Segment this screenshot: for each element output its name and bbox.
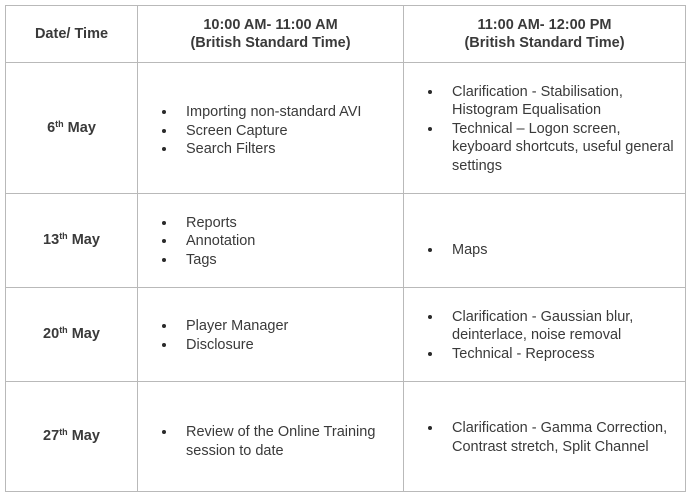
- date-cell: [6, 288, 138, 382]
- list-item: Disclosure: [186, 336, 403, 355]
- session-2-cell: [404, 194, 686, 288]
- session-2-list: [404, 417, 685, 456]
- list-item: Tags: [186, 251, 403, 270]
- date-suffix: th: [55, 118, 64, 129]
- date-cell: [6, 63, 138, 194]
- list-item: Clarification - Gamma Correction, Contrast stretch, Split Channel: [452, 419, 679, 456]
- date-cell: [6, 194, 138, 288]
- list-item: Maps: [452, 241, 679, 260]
- date-suffix: th: [59, 427, 68, 438]
- session-2-list: [404, 81, 685, 176]
- session-2-list: [404, 306, 685, 364]
- header-session-1-timezone: (British Standard Time): [190, 35, 351, 51]
- list-item: Search Filters: [186, 140, 403, 159]
- session-1-cell: [138, 382, 404, 492]
- date-day: 27: [43, 428, 60, 445]
- date-month: May: [63, 119, 96, 136]
- header-session-2-timezone: (British Standard Time): [464, 35, 625, 51]
- list-item: Technical - Reprocess: [452, 345, 679, 364]
- table-row: [6, 288, 686, 382]
- list-item: Clarification - Gaussian blur, deinterlace, noise removal: [452, 308, 679, 345]
- session-1-list: [138, 212, 403, 270]
- date-day: 6: [47, 119, 56, 136]
- date-suffix: th: [59, 231, 68, 242]
- session-1-cell: [138, 194, 404, 288]
- header-session-2-time: 11:00 AM- 12:00 PM: [477, 16, 612, 33]
- date-day: 13: [43, 232, 60, 249]
- table-header-row: [6, 6, 686, 63]
- list-item: Reports: [186, 214, 403, 233]
- date-cell: [6, 382, 138, 492]
- date-day: 20: [43, 326, 60, 343]
- session-1-cell: [138, 63, 404, 194]
- training-schedule-table: [5, 5, 686, 492]
- session-1-list: [138, 315, 403, 354]
- session-1-cell: [138, 288, 404, 382]
- table-row: [6, 382, 686, 492]
- date-month: May: [67, 428, 100, 445]
- list-item: Screen Capture: [186, 122, 403, 141]
- session-1-list: [138, 413, 403, 460]
- list-item: Player Manager: [186, 317, 403, 336]
- header-session-1: [138, 6, 404, 63]
- date-month: May: [67, 232, 100, 249]
- list-item: Importing non-standard AVI: [186, 103, 403, 122]
- list-item: Review of the Online Training session to date: [186, 423, 399, 460]
- header-session-1-time: 10:00 AM- 11:00 AM: [203, 16, 338, 33]
- session-1-list: [138, 103, 403, 159]
- table-row: [6, 63, 686, 194]
- session-2-list: [404, 221, 685, 260]
- table-row: [6, 194, 686, 288]
- date-suffix: th: [59, 325, 68, 336]
- list-item: Clarification - Stabilisation, Histogram Equalisation: [452, 83, 679, 120]
- list-item: Technical – Logon screen, keyboard shortcuts, useful general settings: [452, 120, 679, 176]
- list-item: Annotation: [186, 232, 403, 251]
- date-month: May: [67, 326, 100, 343]
- session-2-cell: [404, 63, 686, 194]
- session-2-cell: [404, 288, 686, 382]
- header-date-time: Date/ Time: [6, 6, 138, 63]
- session-2-cell: [404, 382, 686, 492]
- header-session-2: [404, 6, 686, 63]
